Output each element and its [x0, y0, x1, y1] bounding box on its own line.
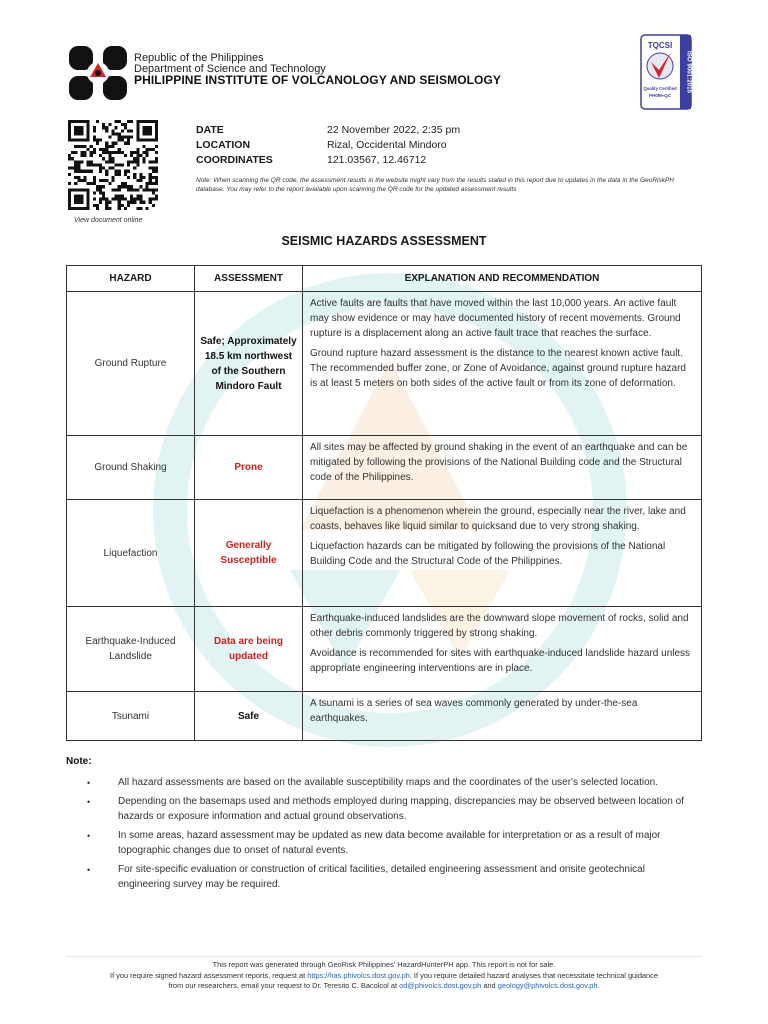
footer-line-3	[66, 981, 702, 992]
hazard-table	[66, 265, 702, 741]
table-row-tsunami	[67, 692, 702, 741]
explanation-paragraph: Avoidance is recommended for sites with earthquake-induced landslide hazard unless appropriate engineering interventions are in place.	[310, 648, 691, 674]
meta-coords-value: 121.03567, 12.46712	[327, 153, 427, 166]
agency-line-3: PHILIPPINE INSTITUTE OF VOLCANOLOGY AND SEISMOLOGY	[134, 73, 502, 87]
table-row-earthquake-induced-landslide	[67, 607, 702, 692]
assessment-status: Prone	[195, 436, 303, 500]
od-email-link[interactable]: od@phivolcs.dost.gov.ph	[399, 981, 482, 990]
meta-date-row	[196, 122, 460, 137]
footer-text: and	[481, 981, 498, 990]
agency-name	[134, 53, 501, 86]
notes-label: Note:	[66, 756, 92, 767]
iso-code: PH059-QC	[648, 93, 672, 98]
column-header-assessment: ASSESSMENT	[195, 266, 303, 292]
meta-coords-row	[196, 152, 460, 167]
explanation-paragraph: Liquefaction is a phenomenon wherein the ground, especially near the river, lake and coasts, behaves like liquid similar to quicksand due to very strong shaking.	[310, 506, 686, 532]
agency-line-2: Department of Science and Technology	[134, 63, 326, 75]
explanation-cell	[303, 607, 702, 692]
column-header-explanation: EXPLANATION AND RECOMMENDATION	[303, 266, 702, 292]
header	[68, 41, 708, 104]
report-meta	[196, 122, 460, 167]
table-row-ground-rupture	[67, 292, 702, 436]
iso-brand: TQCSI	[647, 41, 673, 50]
iso-cert-label: Quality Certified	[643, 86, 677, 91]
meta-date-value: 22 November 2022, 2:35 pm	[327, 123, 461, 136]
meta-location-value: Rizal, Occidental Mindoro	[327, 138, 447, 151]
notes-list	[66, 775, 686, 892]
hazard-name: Liquefaction	[67, 500, 195, 607]
agency-line-1: Republic of the Philippines	[134, 52, 264, 64]
explanation-paragraph: Ground rupture hazard assessment is the distance to the nearest known active fault. The recommended buffer zone, or Zone of Avoidance, against ground rupture hazard is at least 5 meters on both sides of the active fault or from its zone of deformation.	[310, 348, 686, 389]
iso-certification-badge	[640, 34, 692, 110]
meta-date-label: DATE	[196, 123, 224, 136]
assessment-status: Safe; Approximately 18.5 km northwest of the Southern Mindoro Fault	[195, 292, 303, 436]
hazard-name: Tsunami	[67, 692, 195, 741]
has-request-link[interactable]: https://has.phivolcs.dost.gov.ph	[307, 970, 410, 980]
qr-code-icon[interactable]	[68, 120, 158, 210]
column-header-hazard: HAZARD	[67, 266, 195, 292]
note-item: • For site-specific evaluation or construction of critical facilities, detailed engineering assessment and onsite geotechnical engineering survey may be required.	[66, 862, 686, 892]
explanation-paragraph: A tsunami is a series of sea waves commonly generated by under-the-sea earthquakes.	[310, 698, 638, 724]
footer-line-1: This report was generated through GeoRisk Philippines' HazardHunterPH app. This report is not for sale.	[212, 960, 556, 969]
explanation-paragraph: All sites may be affected by ground shaking in the event of an earthquake and can be mitigated by following the provisions of the National Building code and the Structural code of the Philippines.	[310, 442, 688, 483]
hazard-name: Ground Shaking	[67, 436, 195, 500]
table-row-liquefaction	[67, 500, 702, 607]
explanation-cell	[303, 436, 702, 500]
explanation-paragraph: Active faults are faults that have moved within the last 10,000 years. An active fault may show evidence or may have documented history of recent movements. Ground rupture is a displacement along an active fault trace that reaches the surface.	[310, 298, 681, 339]
iso-standard: ISO 9001:2015	[685, 51, 692, 93]
geology-email-link[interactable]: geology@phivolcs.dost.gov.ph	[497, 981, 598, 990]
meta-location-row	[196, 137, 460, 152]
meta-coords-label: COORDINATES	[196, 153, 273, 166]
note-item: • Depending on the basemaps used and methods employed during mapping, discrepancies may be observed between location of hazards or exposure information and actual ground observations.	[66, 794, 686, 824]
assessment-status: Data are being updated	[195, 607, 303, 692]
assessment-status: Safe	[195, 692, 303, 741]
footer-line-2	[66, 971, 702, 982]
explanation-cell	[303, 292, 702, 436]
footer-text: .	[597, 981, 600, 990]
explanation-paragraph: Earthquake-induced landslides are the downward slope movement of rocks, solid and other debris commonly triggered by strong shaking.	[310, 613, 689, 639]
footer	[66, 956, 702, 992]
notes-section	[66, 756, 686, 896]
assessment-status: Generally Susceptible	[195, 500, 303, 607]
table-header-row	[67, 266, 702, 292]
qr-disclaimer-note: Note: When scanning the QR code, the assessment results in the website might vary from the results stated in this report due to updates in the data in the GeoRiskPH database. You may refer to the report available upon scanning the QR code for the updated assessment results	[196, 177, 674, 193]
explanation-cell	[303, 692, 702, 741]
footer-text: . If you require detailed hazard analyses that necessitate technical guidance	[409, 970, 658, 980]
note-item: • In some areas, hazard assessment may be updated as new data become available for interpretation or as a result of major topographic changes due to onset of natural events.	[66, 828, 686, 858]
qr-caption[interactable]: View document online	[74, 217, 143, 224]
table-row-ground-shaking	[67, 436, 702, 500]
note-item: • All hazard assessments are based on the available susceptibility maps and the coordinates of the user's selected location.	[66, 775, 686, 790]
page-title: SEISMIC HAZARDS ASSESSMENT	[281, 234, 487, 248]
footer-text: If you require signed hazard assessment reports, request at	[110, 970, 308, 980]
hazard-name: Earthquake-Induced Landslide	[67, 607, 195, 692]
footer-text: from our researchers, email your request to Dr. Teresito C. Bacolcol at	[168, 981, 400, 990]
phivolcs-logo-icon	[68, 44, 128, 102]
meta-location-label: LOCATION	[196, 138, 251, 151]
explanation-paragraph: Liquefaction hazards can be mitigated by following the provisions of the National Building Code and the Structural Code of the Philippines.	[310, 541, 666, 567]
explanation-cell	[303, 500, 702, 607]
hazard-name: Ground Rupture	[67, 292, 195, 436]
